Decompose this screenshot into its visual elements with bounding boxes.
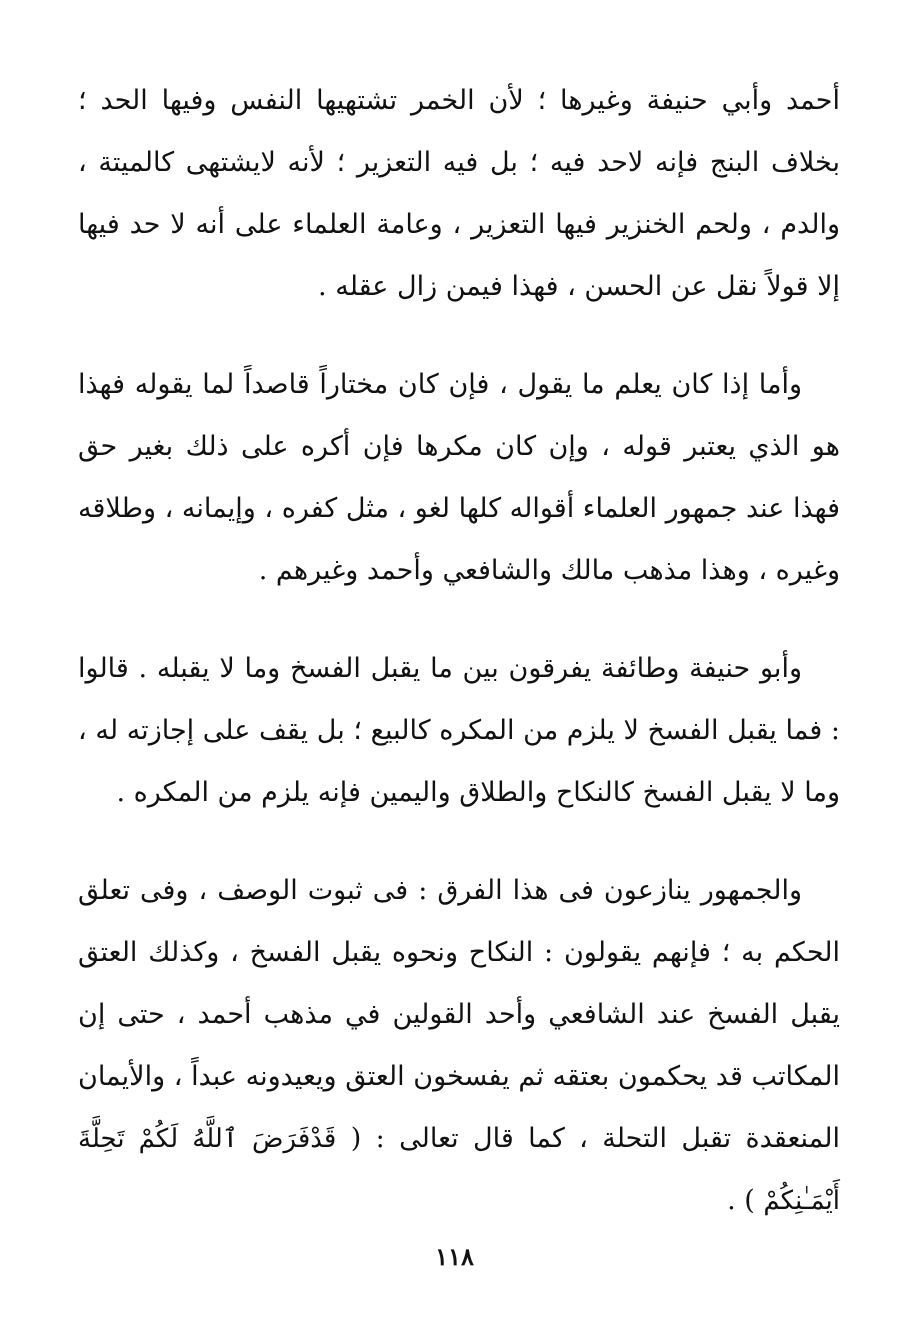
page-number: ١١٨ <box>435 1242 474 1271</box>
quote-closing: ) . <box>727 1185 755 1216</box>
paragraph-3: وأبو حنيفة وطائفة يفرقون بين ما يقبل الفسخ وما لا يقبله . قالوا : فما يقبل الفسخ لا يلزم من المكره كالبيع ؛ بل يقف على إجازته له ، وما لا يقبل الفسخ كالنكاح والطلاق واليمين فإنه يلزم من المكره . <box>78 653 840 808</box>
page-body <box>78 70 840 1232</box>
paragraph-spacer <box>78 602 840 638</box>
paragraph-spacer <box>78 824 840 860</box>
paragraph-1: أحمد وأبي حنيفة وغيرها ؛ لأن الخمر تشتهيها النفس وفيها الحد ؛ بخلاف البنج فإنه لاحد فيه ؛ بل فيه التعزير ؛ لأنه لايشتهى كالميتة ، والدم ، ولحم الخنزير فيها التعزير ، وعامة العلماء على أنه لا حد فيها إلا قولاً نقل عن الحسن ، فهذا فيمن زال عقله . <box>78 85 840 302</box>
quran-quote: قَدْفَرَضَ ٱللَّهُ لَكُمْ تَحِلَّةَ أَيْمَـٰنِكُمْ <box>78 1124 840 1216</box>
paragraph-4-text: والجمهور ينازعون فى هذا الفرق : فى ثبوت الوصف ، وفى تعلق الحكم به ؛ فإنهم يقولون : النكاح ونحوه يقبل الفسخ ، وكذلك العتق يقبل الفسخ عند الشافعي وأحد القولين في مذهب أحمد ، حتى إن المكاتب قد يحكمون بعتقه ثم يفسخون العتق ويعيدونه عبداً ، والأيمان المنعقدة تقبل التحلة ، كما قال تعالى : ( <box>78 875 840 1154</box>
paragraph-2: وأما إذا كان يعلم ما يقول ، فإن كان مختاراً قاصداً لما يقوله فهذا هو الذي يعتبر قوله ، وإن كان مكرها فإن أكره على ذلك بغير حق فهذا عند جمهور العلماء أقواله كلها لغو ، مثل كفره ، وإيمانه ، وطلاقه وغيره ، وهذا مذهب مالك والشافعي وأحمد وغيرهم . <box>78 369 840 586</box>
paragraph-4 <box>78 860 840 1232</box>
paragraph-spacer <box>78 318 840 354</box>
